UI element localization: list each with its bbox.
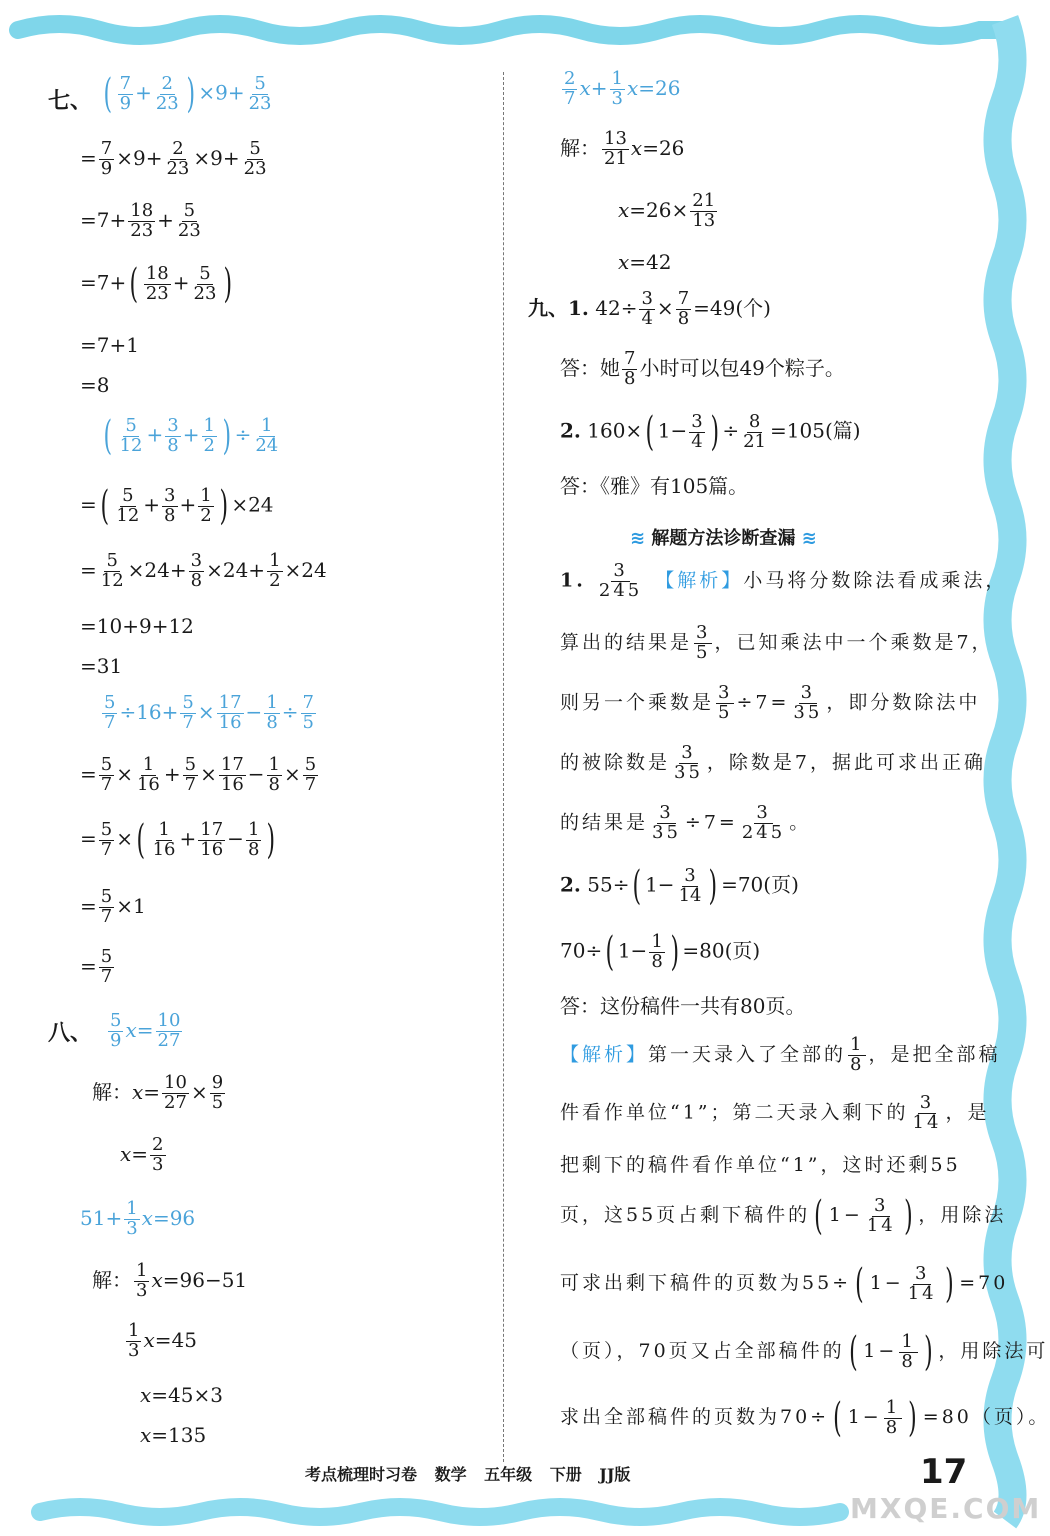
analysis-1-line-3: 则另一个乘数是 $\frac{3}{5}$ ÷7= $\frac{3}{35}$ ，即分数除法中 (560, 682, 981, 723)
analysis-1-line-4: 的被除数是 $\frac{3}{35}$ ，除数是7，据此可求出正确 (560, 742, 987, 783)
problem-9-2: 2. 160×( 1− $\frac{3}{4}$ ) ÷ $\frac{8}{21}$ =105(篇) (560, 409, 861, 455)
step: = $\frac{5}{7}$ ×( $\frac{1}{16}$ + $\frac{17}{16}$ − $\frac{1}{8}$ ) (80, 817, 276, 863)
problem-7-2: ( $\frac{5}{12}$ + $\frac{3}{8}$ + $\frac{1}{2}$ ) ÷ $\frac{1}{24}$ (103, 413, 279, 459)
step: $\frac{1}{3}$ x=45 (128, 1320, 197, 1361)
section-8-label: 八、 (48, 1020, 93, 1046)
section-7-label: 七、 (48, 88, 93, 114)
step: =10+9+12 (80, 614, 194, 638)
analysis-2-line-1: 【解析】第一天录入了全部的 $\frac{1}{8}$ ，是把全部稿 (560, 1034, 1001, 1075)
section-heading: ≋ 解题方法诊断查漏 ≋ (630, 528, 817, 549)
step: x=135 (140, 1423, 207, 1447)
step: =7+ $\frac{18}{23}$ + $\frac{5}{23}$ (80, 200, 201, 241)
step: = $\frac{7}{9}$ ×9+ $\frac{2}{23}$ ×9+ $\frac{5}{23}$ (80, 138, 267, 179)
problem-2-step-1: 2. 55÷( 1− $\frac{3}{14}$ ) =70(页) (560, 863, 799, 909)
step: 解：x= $\frac{10}{27}$ × $\frac{9}{5}$ (92, 1072, 224, 1113)
problem-7-1: ( $\frac{7}{9}$ + $\frac{2}{23}$ ) ×9+ $\frac{5}{23}$ (103, 71, 272, 117)
analysis-2-line-4: 页，这55页占剩下稿件的 ( 1− $\frac{3}{14}$ ) ，用除法 (560, 1193, 1007, 1239)
analysis-1-line-1: 1. $\frac{3}{245}$ 【解析】小马将分数除法看成乘法， (560, 560, 1008, 601)
problem-8-3: $\frac{2}{7}$ x+ $\frac{1}{3}$ x=26 (564, 68, 681, 109)
watermark-logo: MXQE.COM (850, 1492, 1042, 1525)
answer-9-1: 答：她 $\frac{7}{8}$ 小时可以包49个粽子。 (560, 348, 845, 389)
footer-text: 考点梳理时习卷 数学 五年级 下册 JJ版 (305, 1465, 631, 1484)
analysis-2-line-7: 求出全部稿件的页数为70÷ ( 1− $\frac{1}{8}$ ) =80（页）。 (560, 1395, 1050, 1441)
top-wave-border (0, 0, 1032, 60)
column-divider (503, 72, 504, 1462)
step: 解： $\frac{13}{21}$ x=26 (560, 128, 685, 169)
step: = $\frac{5}{7}$ ×1 (80, 886, 146, 927)
problem-9-1: 九、1. 42÷ $\frac{3}{4}$ × $\frac{7}{8}$ =49(个) (528, 288, 771, 329)
step: = $\frac{5}{7}$ (80, 946, 113, 987)
step: = $\frac{5}{12}$ ×24+ $\frac{3}{8}$ ×24+ $\frac{1}{2}$ ×24 (80, 550, 327, 591)
step: x=45×3 (140, 1383, 223, 1407)
analysis-1-line-2: 算出的结果是 $\frac{3}{5}$ ，已知乘法中一个乘数是7， (560, 622, 994, 663)
analysis-1-line-5: 的结果是 $\frac{3}{35}$ ÷7= $\frac{3}{245}$ 。 (560, 802, 812, 843)
step: x=42 (618, 250, 672, 274)
step: 解： $\frac{1}{3}$ x=96−51 (92, 1260, 248, 1301)
analysis-2-line-2: 件看作单位“1”；第二天录入剩下的 $\frac{3}{14}$ ，是 (560, 1092, 990, 1133)
step: x= $\frac{2}{3}$ (120, 1134, 164, 1175)
page-number: 17 (920, 1452, 968, 1492)
problem-8-2: 51+ $\frac{1}{3}$ x=96 (80, 1198, 196, 1239)
problem-7-3: $\frac{5}{7}$ ÷16+ $\frac{5}{7}$ × $\frac{17}{16}$ − $\frac{1}{8}$ ÷ $\frac{7}{5}$ (104, 692, 314, 733)
step: =7+1 (80, 333, 139, 357)
step: =7+( $\frac{18}{23}$ + $\frac{5}{23}$ ) (80, 261, 233, 307)
analysis-2-line-6: （页），70页又占全部稿件的 ( 1− $\frac{1}{8}$ ) ，用除法可 (560, 1329, 1049, 1375)
answer-9-2: 答：《雅》有105篇。 (560, 474, 749, 498)
analysis-2-line-3: 把剩下的稿件看作单位“1”，这时还剩55 (560, 1154, 961, 1176)
step: x=26× $\frac{21}{13}$ (618, 190, 716, 231)
problem-8-1: $\frac{5}{9}$ x= $\frac{10}{27}$ (110, 1010, 181, 1051)
analysis-2-line-5: 可求出剩下稿件的页数为55÷ ( 1− $\frac{3}{14}$ ) =70 (560, 1261, 1009, 1307)
step: =8 (80, 373, 110, 397)
step: =31 (80, 654, 123, 678)
answer-2: 答：这份稿件一共有80页。 (560, 994, 806, 1018)
step: =( $\frac{5}{12}$ + $\frac{3}{8}$ + $\frac{1}{2}$ ) ×24 (80, 483, 274, 529)
step: = $\frac{5}{7}$ × $\frac{1}{16}$ + $\frac{5}{7}$ × $\frac{17}{16}$ − $\frac{1}{8}$ × $\frac{5}{7}$ (80, 754, 317, 795)
problem-2-step-2: 70÷( 1− $\frac{1}{8}$ ) =80(页) (560, 929, 761, 975)
